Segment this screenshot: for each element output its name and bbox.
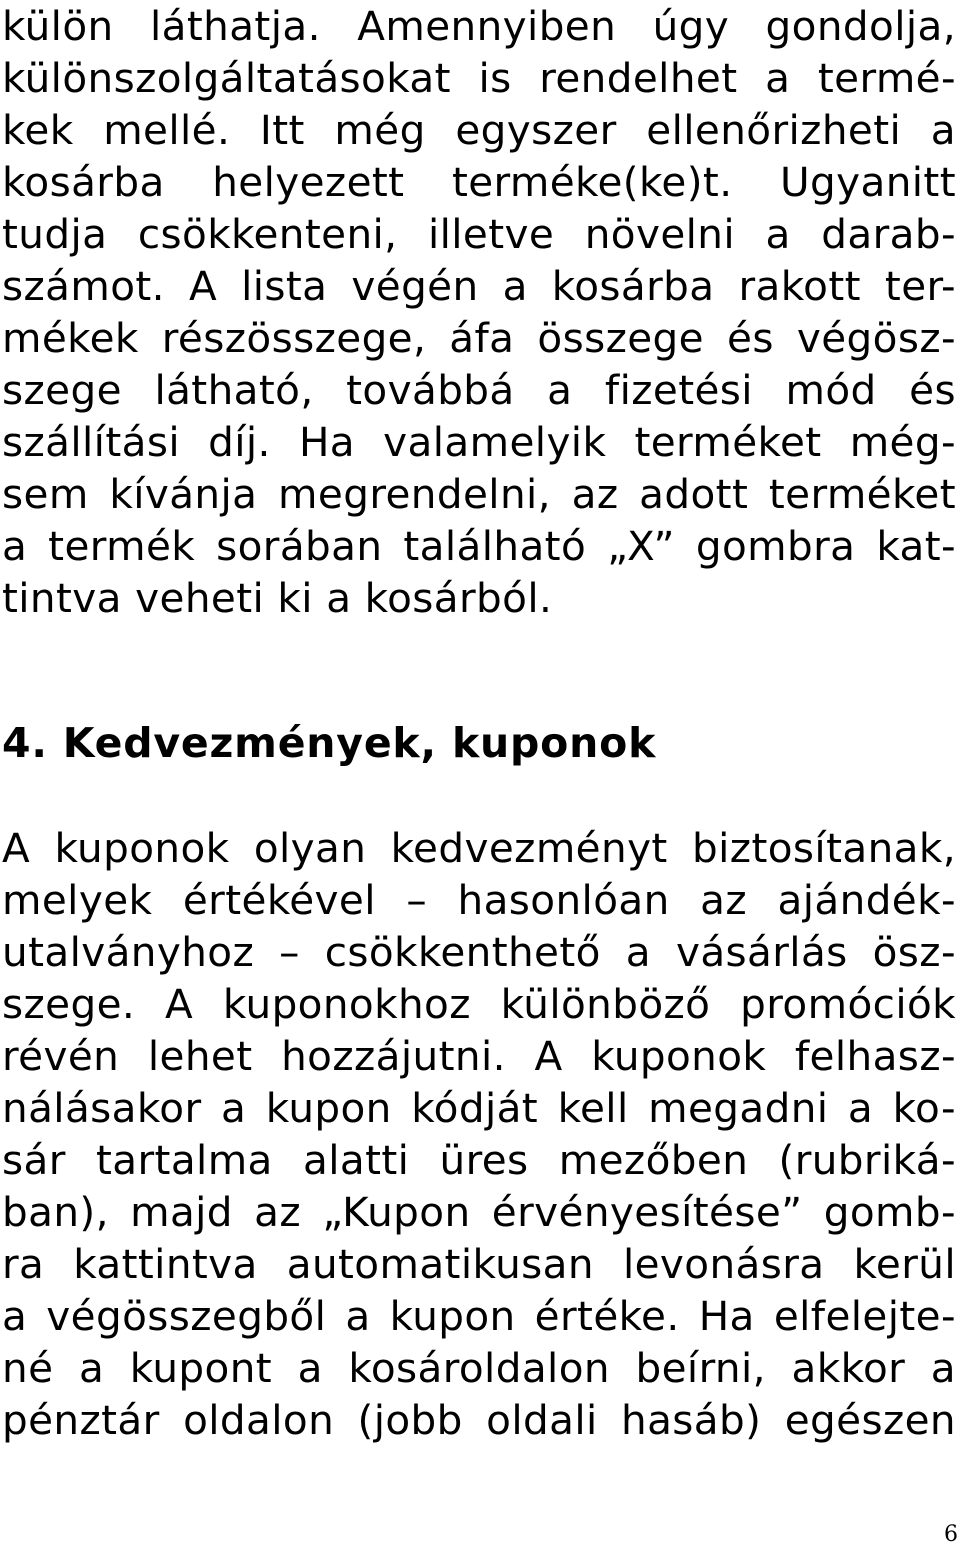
paragraph-line: nálásakor a kupon kódját kell megadni a ko- [2,1084,956,1132]
paragraph-line: pénztár oldalon (jobb oldali hasáb) egészen [2,1396,956,1444]
paragraph-line: ra kattintva automatikusan levonásra kerül [2,1240,956,1288]
paragraph-line: szege. A kuponokhoz különböző promóciók [2,980,956,1028]
section-heading: 4. Kedvezmények, kuponok [2,719,657,767]
paragraph-line: utalványhoz – csökkenthető a vásárlás ösz- [2,928,956,976]
paragraph-line: számot. A lista végén a kosárba rakott ter- [2,262,956,310]
paragraph-line: révén lehet hozzájutni. A kuponok felhasz- [2,1032,956,1080]
paragraph-line: ban), majd az „Kupon érvényesítése” gomb- [2,1188,956,1236]
paragraph-line: kosárba helyezett terméke(ke)t. Ugyanitt [2,158,956,206]
paragraph-line: szege látható, továbbá a fizetési mód és [2,366,956,414]
paragraph-line: sár tartalma alatti üres mezőben (rubriká- [2,1136,956,1184]
paragraph-line: A kuponok olyan kedvezményt biztosítanak, [2,824,956,872]
paragraph-line: szállítási díj. Ha valamelyik terméket még- [2,418,956,466]
paragraph-line: melyek értékével – hasonlóan az ajándék- [2,876,956,924]
paragraph-line: külön láthatja. Amennyiben úgy gondolja, [2,2,956,50]
paragraph-line: né a kupont a kosároldalon beírni, akkor a [2,1344,956,1392]
paragraph-line: kek mellé. Itt még egyszer ellenőrizheti a [2,106,956,154]
paragraph-line: a termék sorában található „X” gombra kat- [2,522,956,570]
paragraph-line: különszolgáltatásokat is rendelhet a termé- [2,54,956,102]
page-number: 6 [944,1522,958,1547]
paragraph-line: tudja csökkenteni, illetve növelni a darab- [2,210,956,258]
paragraph-line: tintva veheti ki a kosárból. [2,574,553,622]
paragraph-line: mékek részösszege, áfa összege és végösz- [2,314,956,362]
paragraph-line: a végösszegből a kupon értéke. Ha elfelejte- [2,1292,956,1340]
paragraph-line: sem kívánja megrendelni, az adott terméket [2,470,956,518]
